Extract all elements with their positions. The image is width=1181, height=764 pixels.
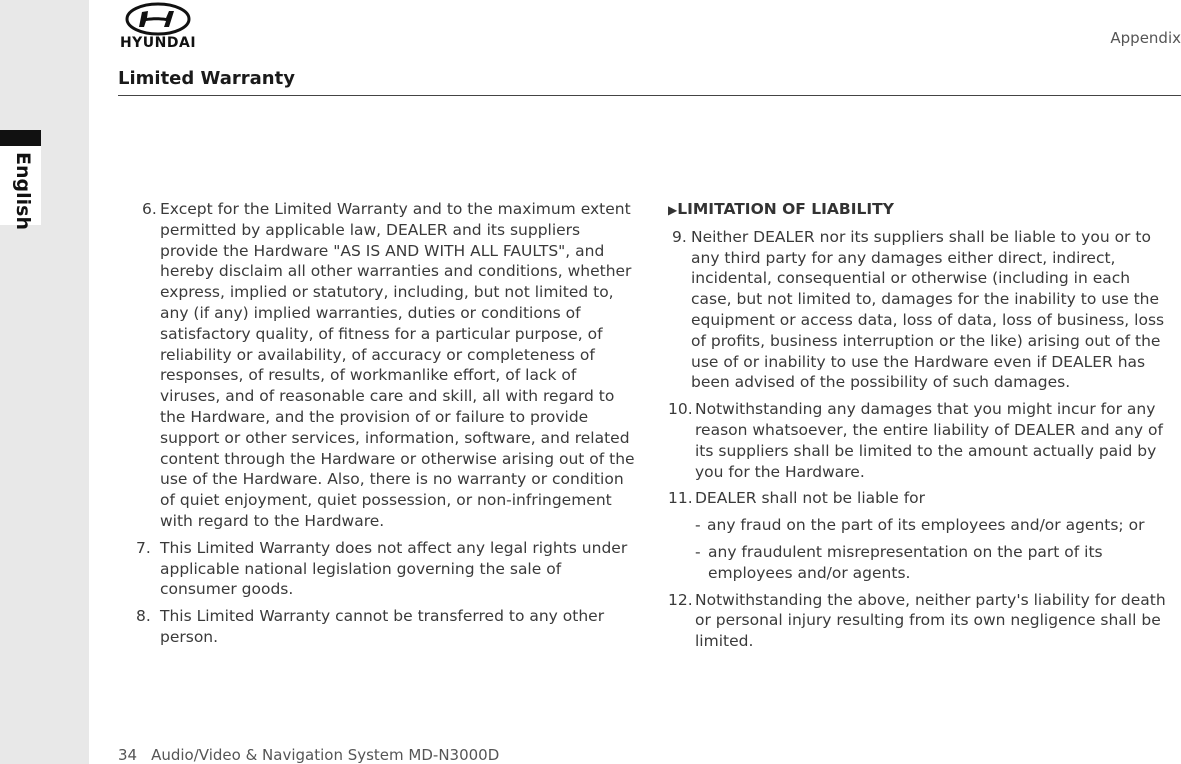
list-item (668, 399, 1173, 482)
language-tab-marker (0, 130, 41, 146)
page-number: 34 (118, 746, 138, 764)
right-column (668, 199, 1173, 658)
item-text: Neither DEALER nor its suppliers shall be liable to you or to any third party for any damages either direct, indirect, incidental, consequential or otherwise (including in each case, but not limited to, damages for the inability to use the equipment or access data, loss of data, loss of business, loss of profits, business interruption or the like) arising out of the use of or inability to use the Hardware even if DEALER has been advised of the possibility of such damages. (691, 227, 1165, 392)
hyundai-logo (116, 2, 200, 52)
page-title: Limited Warranty (118, 68, 295, 89)
sub-item-text: any fraudulent misrepresentation on the part of its employees and/or agents. (708, 542, 1103, 582)
item-number: 7. (136, 538, 151, 557)
sub-list-item (668, 515, 1173, 536)
item-number: 8. (136, 607, 151, 626)
brand-wordmark: HYUNDAI (119, 35, 197, 51)
item-number: 9. (672, 227, 687, 246)
item-text: This Limited Warranty does not affect any legal rights under applicable national legislation governing the sale of consumer goods. (160, 538, 628, 599)
item-text: Except for the Limited Warranty and to the maximum extent permitted by applicable law, DEALER and its suppliers provide the Hardware "AS IS AND WITH ALL FAULTS", and hereby disclaim all other warranties and conditions, whether express, implied or statutory, including, but not limited to, any (if any) implied warranties, duties or conditions of satisfactory quality, of fitness for a particular purpose, of reliability or availability, of accuracy or completeness of responses, of results, of workmanlike effort, of lack of viruses, and of reasonable care and skill, all with regard to the Hardware, and the provision of or failure to provide support or other services, information, software, and related content through the Hardware or otherwise arising out of the use of the Hardware. Also, there is no warranty or condition of quiet enjoyment, quiet possession, or non-infringement with regard to the Hardware. (160, 200, 635, 530)
language-label: English (12, 152, 34, 230)
list-item (668, 227, 1173, 393)
title-divider (118, 95, 1181, 96)
item-text: DEALER shall not be liable for (695, 489, 926, 508)
section-label: Appendix (1110, 29, 1181, 47)
hyundai-emblem-icon (116, 2, 200, 36)
list-item (136, 606, 636, 648)
item-text: This Limited Warranty cannot be transferred to any other person. (160, 607, 605, 646)
list-item (668, 590, 1173, 652)
list-item (668, 488, 1173, 509)
item-text: Notwithstanding the above, neither party's liability for death or personal injury resulting from its own negligence shall be limited. (695, 590, 1166, 651)
list-item (136, 538, 636, 600)
document-title: Audio/Video & Navigation System MD-N3000D (151, 746, 500, 764)
dash-bullet: - (695, 516, 701, 535)
subheading (668, 199, 1173, 221)
list-item (136, 199, 636, 532)
triangle-bullet-icon: ▶ (668, 203, 678, 217)
item-number: 12. (668, 590, 693, 609)
subheading-text: LIMITATION OF LIABILITY (677, 200, 894, 218)
left-column (136, 199, 636, 654)
sub-list-item (668, 542, 1173, 584)
page-footer (118, 748, 499, 763)
item-number: 11. (668, 489, 693, 508)
dash-bullet: - (695, 542, 701, 561)
item-number: 6. (142, 200, 157, 218)
sub-item-text: any fraud on the part of its employees and/or agents; or (707, 516, 1145, 535)
item-number: 10. (668, 400, 693, 419)
item-text: Notwithstanding any damages that you might incur for any reason whatsoever, the entire liability of DEALER and any of its suppliers shall be limited to the amount actually paid by you for the Hardware. (695, 400, 1163, 481)
side-strip (0, 0, 89, 764)
